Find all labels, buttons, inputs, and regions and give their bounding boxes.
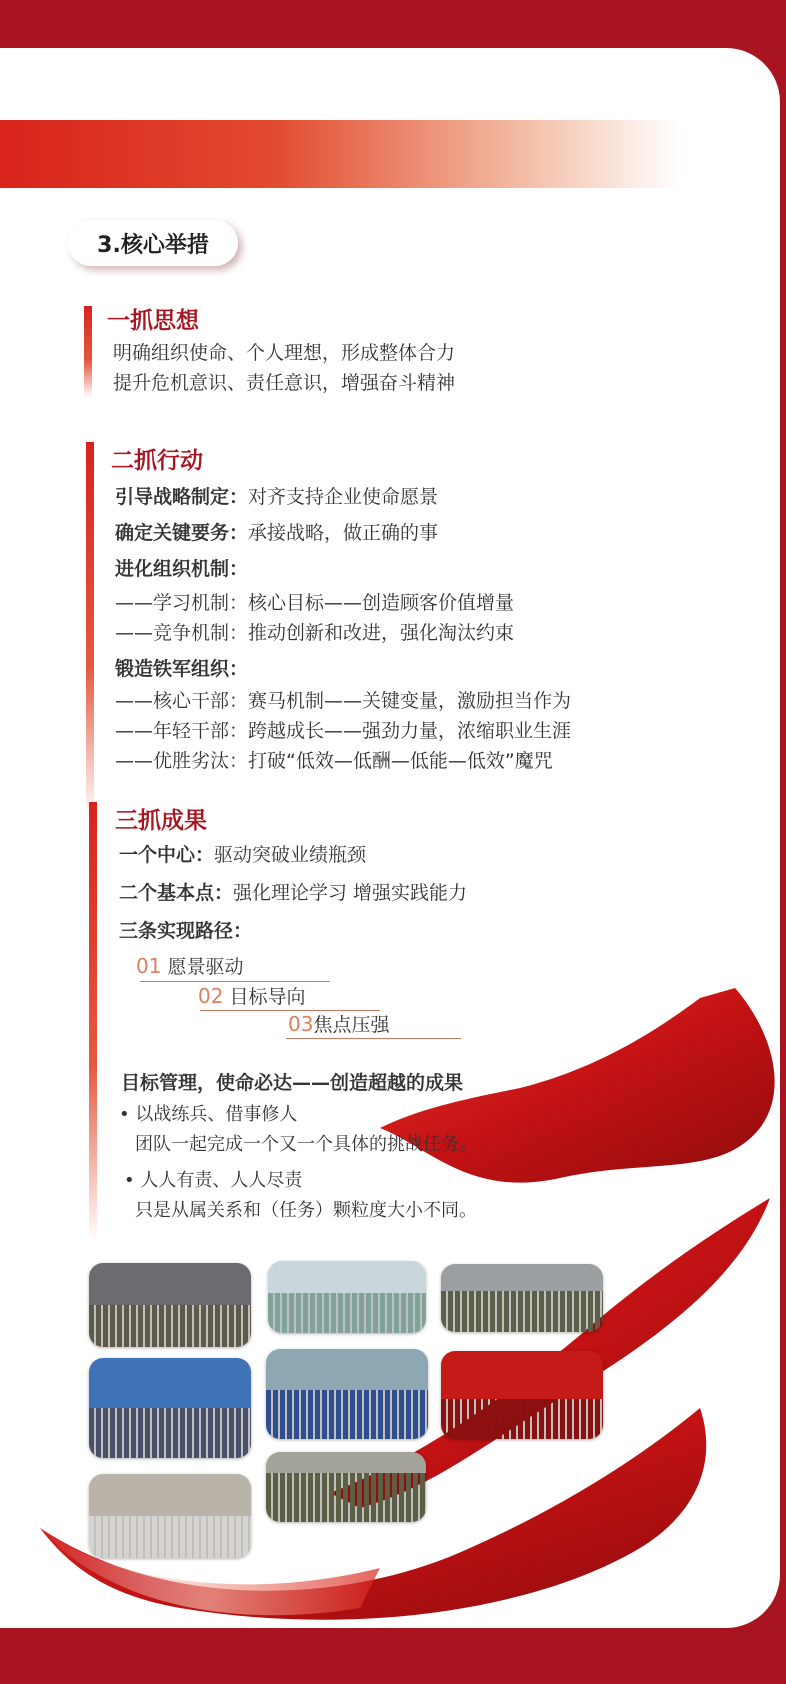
photo-backdrop bbox=[266, 1349, 428, 1390]
step-number: 03 bbox=[288, 1012, 314, 1036]
photo-backdrop bbox=[89, 1474, 251, 1516]
photo-blue-banner-group bbox=[89, 1358, 251, 1458]
section2-accent-bar bbox=[86, 442, 94, 818]
photo-crowd bbox=[89, 1516, 251, 1558]
section1-title: 一抓思想 bbox=[107, 308, 199, 334]
bullet-1-line-1: • 以战练兵、借事修人 bbox=[119, 1104, 298, 1125]
photo-backdrop bbox=[441, 1264, 603, 1291]
photo-crowd bbox=[266, 1473, 426, 1522]
photo-backdrop bbox=[89, 1358, 251, 1408]
section3-motto: 目标管理，使命必达——创造超越的成果 bbox=[121, 1072, 464, 1094]
photo-outdoor-group-teal bbox=[268, 1261, 426, 1333]
bullet-2-line-2: 只是从属关系和（任务）颗粒度大小不同。 bbox=[135, 1200, 477, 1221]
section-title: 3.核心举措 bbox=[97, 232, 209, 258]
path-step-3-underline bbox=[286, 1038, 461, 1039]
section1-accent-bar bbox=[84, 306, 92, 398]
step-label: 目标导向 bbox=[229, 986, 306, 1008]
photo-camo-group bbox=[266, 1452, 426, 1522]
right-frame-band bbox=[780, 0, 786, 1684]
step-number: 01 bbox=[136, 954, 162, 978]
item-label: 一个中心： bbox=[119, 844, 215, 866]
photo-indoor-group-white bbox=[89, 1474, 251, 1558]
photo-auditorium-group bbox=[89, 1263, 251, 1347]
section2-organization-line-3: ——优胜劣汰：打破“低效—低酬—低能—低效”魔咒 bbox=[115, 750, 553, 772]
step-label: 焦点压强 bbox=[313, 1014, 390, 1036]
photo-crowd bbox=[89, 1408, 251, 1458]
section2-item-organization-label: 锻造铁军组织： bbox=[115, 658, 249, 680]
top-frame-band bbox=[0, 0, 786, 48]
section3-title: 三抓成果 bbox=[115, 808, 207, 834]
photo-crowd bbox=[268, 1293, 426, 1333]
section2-item-priorities bbox=[115, 518, 438, 545]
section2-mechanism-line-2: ——竞争机制：推动创新和改进，强化淘汰约束 bbox=[115, 622, 515, 644]
item-text: 驱动突破业绩瓶颈 bbox=[214, 844, 367, 866]
photo-backdrop bbox=[268, 1261, 426, 1293]
photo-backdrop bbox=[441, 1351, 603, 1399]
path-step-2 bbox=[198, 982, 306, 1009]
section2-organization-line-1: ——核心干部：赛马机制——关键变量，激励担当作为 bbox=[115, 690, 572, 712]
step-number: 02 bbox=[198, 984, 224, 1008]
item-text: 承接战略，做正确的事 bbox=[248, 522, 439, 544]
photo-steps-group-camo bbox=[441, 1264, 603, 1332]
photo-crowd bbox=[441, 1399, 603, 1439]
section2-mechanism-line-1: ——学习机制：核心目标——创造顾客价值增量 bbox=[115, 592, 515, 614]
section2-item-mechanism-label: 进化组织机制： bbox=[115, 558, 249, 580]
photo-backdrop bbox=[89, 1263, 251, 1305]
photo-building-group-blue bbox=[266, 1349, 428, 1439]
path-step-1 bbox=[136, 952, 244, 979]
bottom-frame-band bbox=[0, 1628, 786, 1684]
item-label: 确定关键要务： bbox=[115, 522, 249, 544]
photo-backdrop bbox=[266, 1452, 426, 1473]
section3-accent-bar bbox=[89, 802, 97, 1242]
content-card bbox=[0, 48, 780, 1628]
section1-line-1: 明确组织使命、个人理想，形成整体合力 bbox=[113, 342, 456, 364]
bullet-2-line-1: • 人人有责、人人尽责 bbox=[124, 1170, 303, 1191]
item-label: 引导战略制定： bbox=[115, 486, 249, 508]
section-title-pill bbox=[68, 220, 238, 266]
item-text: 对齐支持企业使命愿景 bbox=[248, 486, 439, 508]
photo-red-hall-flag bbox=[441, 1351, 603, 1439]
photo-crowd bbox=[441, 1291, 603, 1332]
section1-line-2: 提升危机意识、责任意识，增强奋斗精神 bbox=[113, 372, 456, 394]
section3-item-center bbox=[119, 840, 366, 867]
section3-item-basics bbox=[119, 878, 467, 905]
section2-item-strategy bbox=[115, 482, 438, 509]
section2-organization-line-2: ——年轻干部：跨越成长——强劲力量，浓缩职业生涯 bbox=[115, 720, 572, 742]
photo-crowd bbox=[89, 1305, 251, 1347]
path-step-3 bbox=[288, 1010, 389, 1037]
photo-crowd bbox=[266, 1390, 428, 1440]
bullet-1-line-2: 团队一起完成一个又一个具体的挑战任务。 bbox=[135, 1134, 477, 1155]
item-text: 强化理论学习 增强实践能力 bbox=[233, 882, 468, 904]
item-label: 二个基本点： bbox=[119, 882, 234, 904]
section2-title: 二抓行动 bbox=[111, 448, 203, 474]
section3-item-paths-label: 三条实现路径： bbox=[119, 920, 253, 942]
step-label: 愿景驱动 bbox=[167, 956, 244, 978]
